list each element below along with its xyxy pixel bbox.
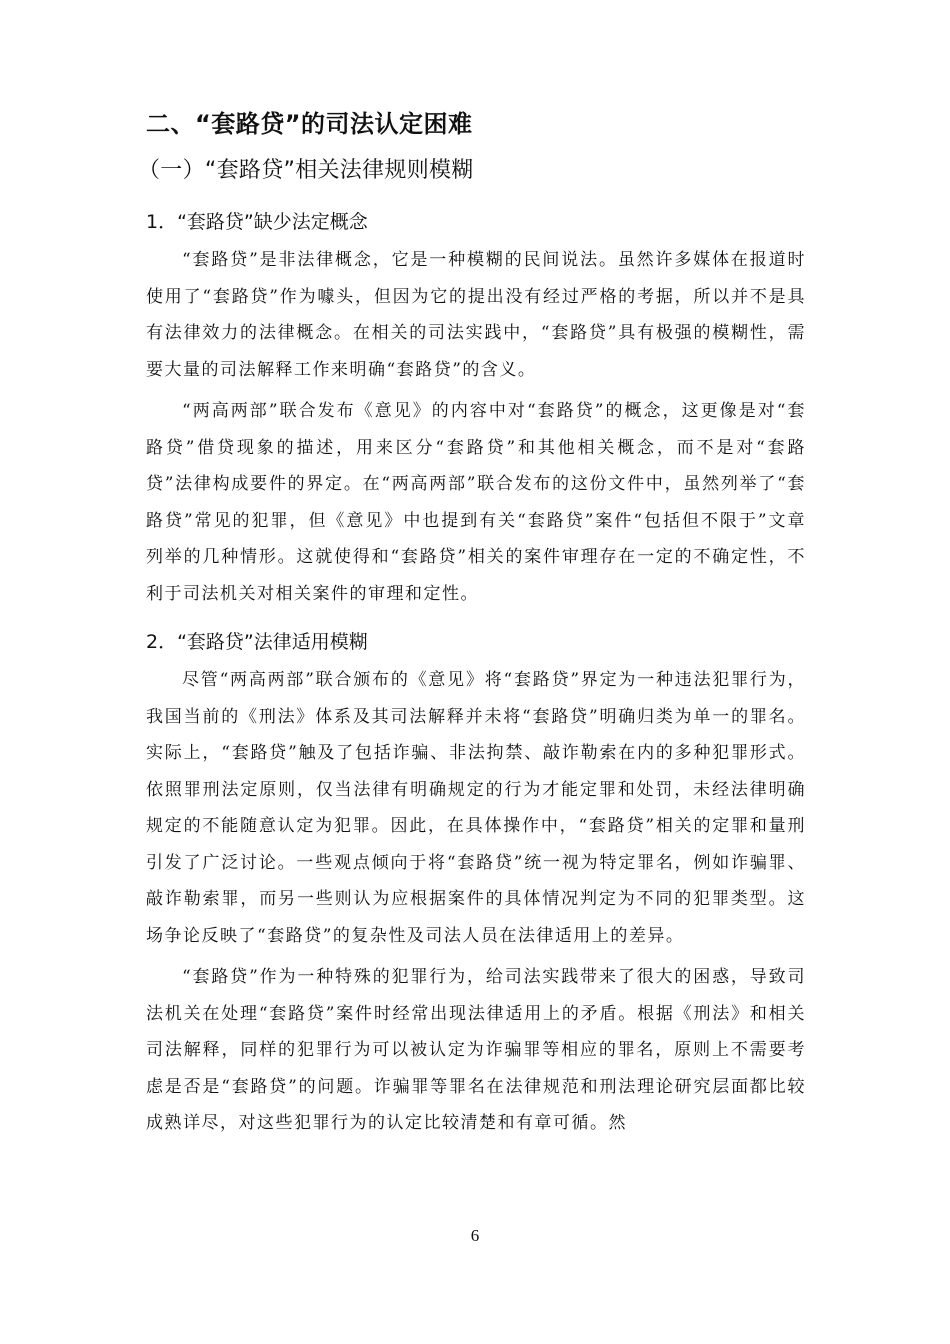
heading-legal-application-vague: 2．“套路贷”法律适用模糊 <box>146 631 368 653</box>
body-paragraph: “套路贷”作为一种特殊的犯罪行为，给司法实践带来了很大的困惑，导致司法机关在处理“套路贷”案件时经常出现法律适用上的矛盾。根据《刑法》和相关司法解释，同样的犯罪行为可以被认定为诈骗罪等相应的罪名，原则上不需要考虑是否是“套路贷”的问题。诈骗罪等罪名在法律规范和刑法理论研究层面都比较成熟详尽，对这些犯罪行为的认定比较清楚和有章可循。然 <box>146 967 806 1133</box>
page-number: 6 <box>470 1226 480 1245</box>
heading-lacks-legal-concept: 1．“套路贷”缺少法定概念 <box>146 211 368 233</box>
body-paragraph: “两高两部”联合发布《意见》的内容中对“套路贷”的概念，这更像是对“套路贷”借贷现象的描述，用来区分“套路贷”和其他相关概念，而不是对“套路贷”法律构成要件的界定。在“两高两部”联合发布的这份文件中，虽然列举了“套路贷”常见的犯罪，但《意见》中也提到有关“套路贷”案件“包括但不限于”文章列举的几种情形。这就使得和“套路贷”相关的案件审理存在一定的不确定性，不利于司法机关对相关案件的审理和定性。 <box>146 401 806 604</box>
section-title: 二、“套路贷”的司法认定困难 <box>146 110 473 138</box>
subsection-title: （一）“套路贷”相关法律规则模糊 <box>138 158 474 183</box>
page-content <box>138 108 806 1147</box>
body-paragraph: “套路贷”是非法律概念，它是一种模糊的民间说法。虽然许多媒体在报道时使用了“套路贷”作为噱头，但因为它的提出没有经过严格的考据，所以并不是具有法律效力的法律概念。在相关的司法实践中，“套路贷”具有极强的模糊性，需要大量的司法解释工作来明确“套路贷”的含义。 <box>146 250 806 380</box>
body-paragraph: 尽管“两高两部”联合颁布的《意见》将“套路贷”界定为一种违法犯罪行为，我国当前的《刑法》体系及其司法解释并未将“套路贷”明确归类为单一的罪名。实际上，“套路贷”触及了包括诈骗、非法拘禁、敲诈勒索在内的多种犯罪形式。依照罪刑法定原则，仅当法律有明确规定的行为才能定罪和处罚，未经法律明确规定的不能随意认定为犯罪。因此，在具体操作中，“套路贷”相关的定罪和量刑引发了广泛讨论。一些观点倾向于将“套路贷”统一视为特定罪名，例如诈骗罪、敲诈勒索罪，而另一些则认为应根据案件的具体情况判定为不同的犯罪类型。这场争论反映了“套路贷”的复杂性及司法人员在法律适用上的差异。 <box>146 670 806 946</box>
